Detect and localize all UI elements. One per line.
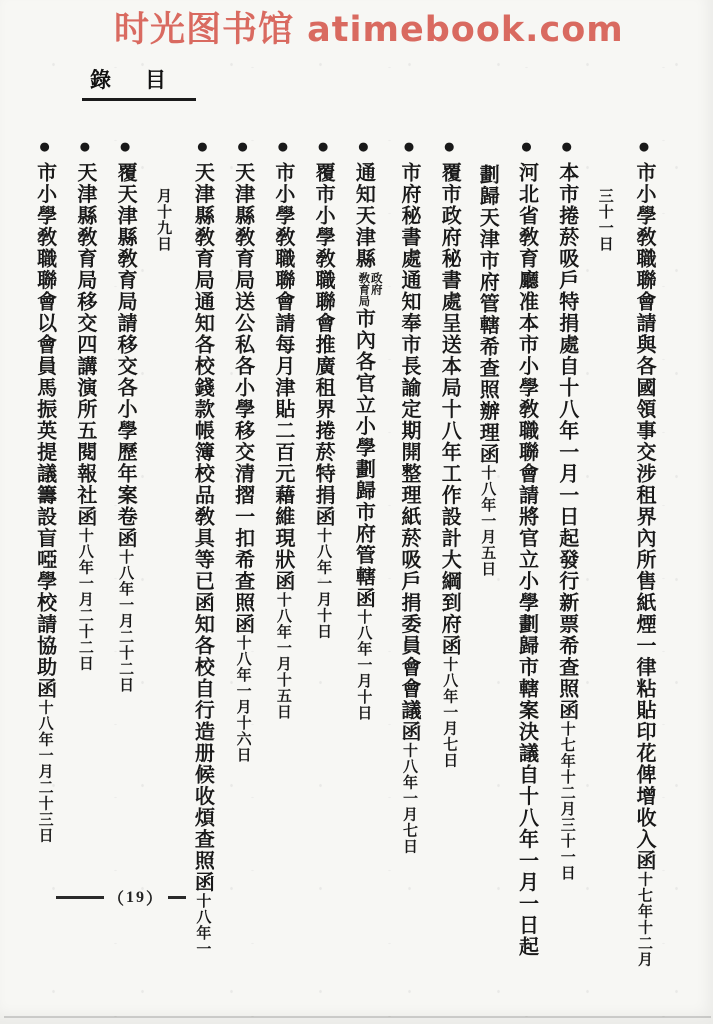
entry-text: 覆市小學敎職聯會推廣租界捲菸特捐函 <box>312 162 335 528</box>
toc-entry-line <box>513 134 539 996</box>
entry-text: 天津縣敎育局移交四講演所五閱報社函 <box>73 162 96 528</box>
entry-text: 市小學敎職聯會請每月津貼二百元藉維現狀函 <box>271 162 294 592</box>
inline-note-col: 敎育局 <box>357 271 370 306</box>
toc-entry-line <box>310 134 336 996</box>
bullet-icon: ● <box>514 134 539 158</box>
entry-text: 覆市政府秘書處呈送本局十八年工作設計大綱到府函 <box>438 162 461 657</box>
toc-title: 錄目 <box>90 68 200 92</box>
bullet-icon: ● <box>190 134 215 158</box>
toc-entry-line <box>436 134 462 996</box>
bullet-icon: ● <box>632 134 656 158</box>
toc-entry-line <box>631 134 657 996</box>
entry-text: 河北省敎育廳准本市小學敎職聯會請將官立小學劃歸市轄案決議自十八年一月一日起 <box>515 162 538 958</box>
toc-entry-line <box>112 134 138 996</box>
inline-note-col: 政府 <box>369 271 382 295</box>
entry-text: 天津縣敎育局送公私各小學移交清摺一扣希查照函 <box>231 162 254 635</box>
bullet-icon: ● <box>351 134 376 158</box>
toc-entry-line <box>396 134 422 996</box>
entry-text: 市小學敎職聯會以會員馬振英提議籌設盲啞學校請協助函 <box>33 162 56 700</box>
footer-rule-left <box>56 896 104 899</box>
bullet-icon: ● <box>554 134 579 158</box>
entry-date: 十八年一月二十二日 <box>76 527 93 672</box>
toc-entry-line <box>350 134 382 996</box>
bullet-icon: ● <box>32 134 57 158</box>
entry-date: 十八年一月五日 <box>479 465 496 577</box>
entry-text: 市內各官立小學劃歸市府管轄函 <box>352 308 375 609</box>
page-number: 19 <box>126 888 147 906</box>
bullet-icon: ● <box>270 134 295 158</box>
entry-date: 十八年一 <box>194 893 211 957</box>
toc-entry-line <box>229 134 255 996</box>
entry-date: 十八年一月十日 <box>315 527 332 640</box>
inline-note <box>357 272 382 307</box>
toc-entry-line <box>189 134 215 996</box>
toc-header <box>90 64 200 101</box>
toc-entry-continuation <box>592 134 617 996</box>
entry-date: 十八年一月七日 <box>441 656 458 769</box>
toc-entry-line <box>72 134 98 996</box>
bullet-icon: ● <box>72 134 97 158</box>
entry-date: 十八年一月十日 <box>355 609 372 721</box>
entry-date: 三十一日 <box>596 188 613 252</box>
entry-text: 本市捲菸吸戶特捐處自十八年一月一日起發行新票希查照函 <box>555 162 578 721</box>
entry-date: 月十九日 <box>155 188 172 252</box>
entry-date: 十七年十二月 <box>636 871 652 968</box>
bullet-icon: ● <box>397 134 421 158</box>
bullet-icon: ● <box>113 134 138 158</box>
entry-text: 市府秘書處通知奉市長諭定期開整理紙菸吸戶捐委員會會議函 <box>398 162 420 743</box>
entry-text: 天津縣敎育局通知各校錢款帳簿校品敎具等已函知各校自行造册候收煩查照函 <box>191 162 214 893</box>
toc-entry-continuation <box>474 134 499 996</box>
bullet-icon: ● <box>311 134 336 158</box>
bullet-icon: ● <box>230 134 255 158</box>
entry-text: 劃歸天津市府管轄希查照辦理函 <box>476 164 499 465</box>
toc-entry-continuation <box>150 134 175 996</box>
toc-entry-line <box>554 134 580 996</box>
paren-close: ） <box>146 891 165 908</box>
entry-date: 十八年一月七日 <box>401 742 417 855</box>
toc-entry-line <box>270 134 296 996</box>
entry-date: 十八年一月二十二日 <box>117 549 134 693</box>
page-number-footer <box>56 886 186 909</box>
entry-text: 市小學敎職聯會請與各國領事交涉租界內所售紙煙一律粘貼印花俾增收入函 <box>633 162 655 872</box>
bullet-icon: ● <box>437 134 462 158</box>
footer-rule-right <box>168 896 186 899</box>
entry-date: 十八年一月十五日 <box>274 592 291 720</box>
entry-text: 通知天津縣 <box>352 162 375 270</box>
toc-entry-line <box>31 134 57 996</box>
entry-date: 十八年一月二十三日 <box>36 699 53 844</box>
paren-open: （ <box>108 891 127 908</box>
watermark-text: 时光图书馆 atimebook.com <box>114 10 624 50</box>
entry-date: 十七年十二月三十一日 <box>558 721 575 881</box>
entry-date: 十八年一月十六日 <box>234 635 251 763</box>
toc-entry-list <box>17 134 657 996</box>
scan-bottom-edge <box>4 1016 711 1018</box>
entry-text: 覆天津縣敎育局請移交各小學歷年案卷函 <box>114 162 137 549</box>
title-underline <box>82 98 196 101</box>
